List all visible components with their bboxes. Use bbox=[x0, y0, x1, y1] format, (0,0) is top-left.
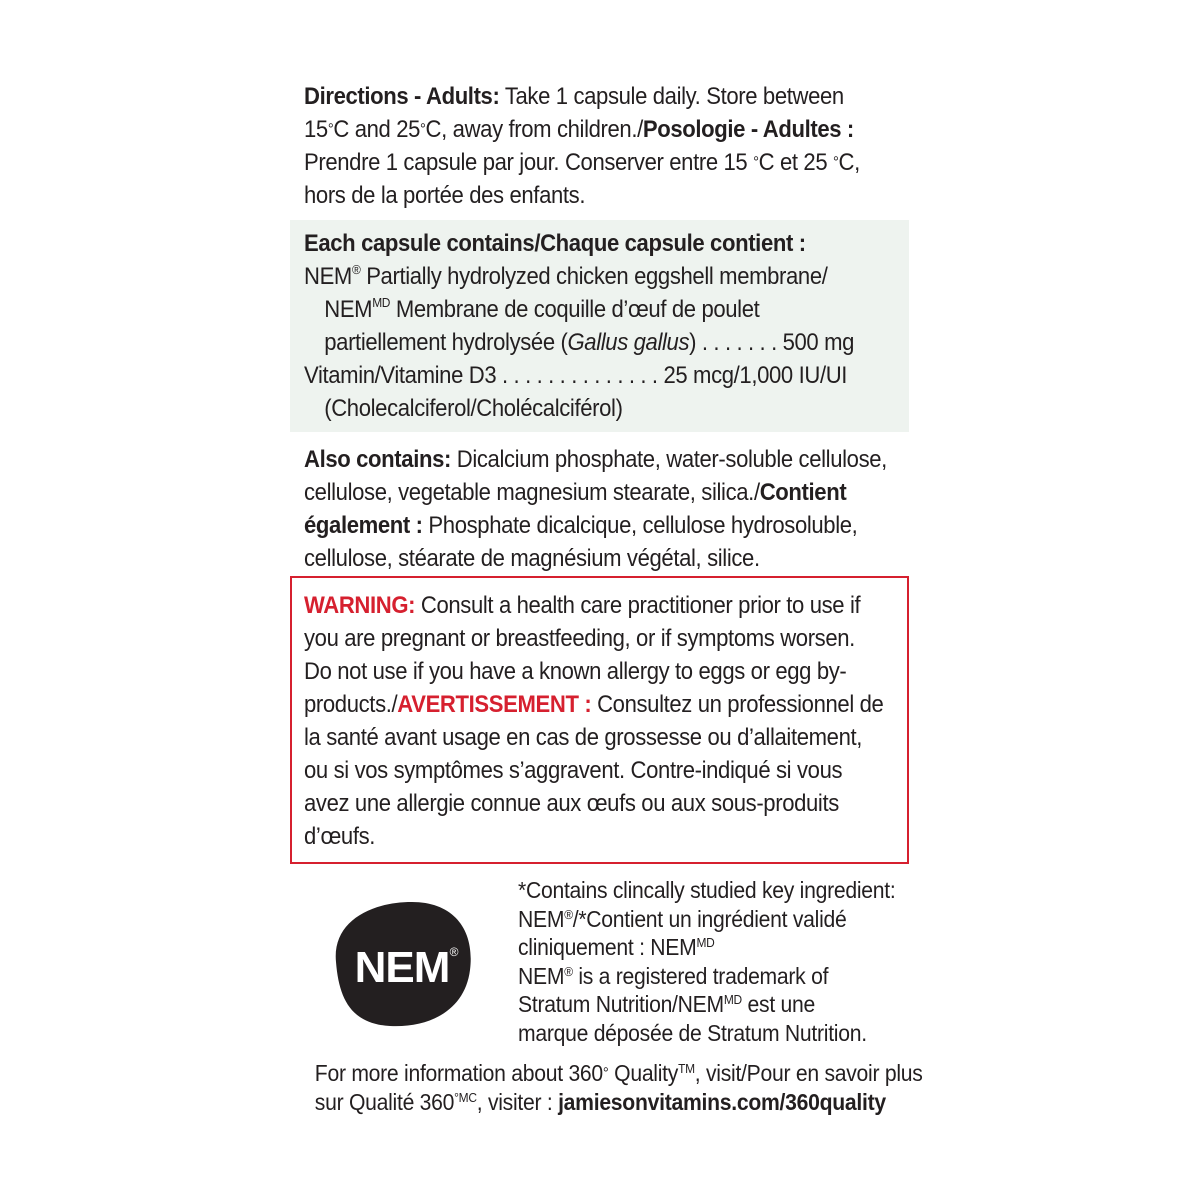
warning-line-6: ou si vos symptômes s’aggravent. Contre-indiqué si vous bbox=[304, 757, 843, 784]
footnote-line-3: cliniquement : $NEM^{MD}$ bbox=[518, 934, 715, 960]
directions-heading-fr: Posologie - Adultes : bbox=[642, 116, 854, 143]
footnote-line-5: Stratum Nutrition/$NEM^{MD}$ est une bbox=[518, 991, 816, 1017]
nem-logo-icon bbox=[330, 900, 475, 1030]
warning-line-7: avez une allergie connue aux œufs ou aux sous-produits bbox=[304, 790, 839, 817]
footnote-line-6: marque déposée de Stratum Nutrition. bbox=[518, 1019, 867, 1046]
ingredient-nem-line-2: $NEM^{MD}$ Membrane de coquille d’œuf de poulet bbox=[324, 295, 760, 323]
also-line-4: cellulose, stéarate de magnésium végétal, silice. bbox=[304, 545, 760, 572]
ingredient-vitamin-d3: Vitamin/Vitamine D3 . . . . . . . . . . . . . . 25 mcg/1,000 IU/UI bbox=[304, 362, 848, 389]
ingredient-nem-line-3: partiellement hydrolysée (Gallus gallus) . . . . . . . 500 mg bbox=[324, 329, 855, 356]
warning-line-8: d’œufs. bbox=[304, 823, 376, 850]
more-info-line-1: For more information about 360° Quality™, visit/Pour en savoir plus bbox=[314, 1060, 923, 1086]
warning-line-1: WARNING: Consult a health care practitioner prior to use if bbox=[304, 592, 861, 619]
more-info-line-2: sur Qualité $360^{^\circ MC}$, visiter : jamiesonvitamins.com/360quality bbox=[314, 1089, 886, 1115]
also-line-1: Also contains: Dicalcium phosphate, water-soluble cellulose, bbox=[304, 446, 887, 473]
more-info-section bbox=[290, 1059, 923, 1117]
directions-line-4: hors de la portée des enfants. bbox=[304, 182, 586, 209]
nem-footnote bbox=[518, 876, 896, 1047]
also-line-3: également : Phosphate dicalcique, cellulose hydrosoluble, bbox=[304, 512, 858, 539]
ingredients-section bbox=[304, 227, 855, 425]
warning-heading-en: WARNING: bbox=[304, 592, 416, 619]
nem-logo-reg: ® bbox=[449, 945, 459, 959]
directions-line-2: 15°C and 25°C, away from children./Posologie - Adultes : bbox=[304, 116, 854, 143]
warning-line-2: you are pregnant or breastfeeding, or if symptoms worsen. bbox=[304, 625, 855, 652]
nem-logo-text: NEM bbox=[354, 943, 450, 992]
directions-line-1: Directions - Adults: Take 1 capsule daily. Store between bbox=[304, 83, 844, 110]
footnote-line-4: NEM® is a registered trademark of bbox=[518, 962, 829, 989]
footnote-line-2: NEM®/*Contient un ingrédient validé bbox=[518, 905, 847, 932]
ingredient-vitamin-d3-source: (Cholecalciferol/Cholécalciférol) bbox=[324, 395, 623, 422]
warning-line-4: products./AVERTISSEMENT : Consultez un professionnel de bbox=[304, 691, 884, 718]
product-label bbox=[290, 0, 923, 1200]
warning-heading-fr: AVERTISSEMENT : bbox=[397, 691, 592, 718]
warning-line-5: la santé avant usage en cas de grossesse ou d’allaitement, bbox=[304, 724, 863, 751]
ingredients-heading: Each capsule contains/Chaque capsule contient : bbox=[304, 230, 806, 257]
warning-section bbox=[304, 589, 884, 853]
directions-line-3: Prendre 1 capsule par jour. Conserver entre 15 °C et 25 °C, bbox=[304, 149, 860, 176]
ingredient-nem-line-1: NEM® Partially hydrolyzed chicken eggshell membrane/ bbox=[304, 262, 828, 290]
directions-section bbox=[304, 80, 860, 212]
directions-heading-en: Directions - Adults: bbox=[304, 83, 500, 110]
footnote-line-1: *Contains clincally studied key ingredient: bbox=[518, 877, 896, 903]
warning-line-3: Do not use if you have a known allergy to eggs or egg by- bbox=[304, 658, 847, 685]
also-line-2: cellulose, vegetable magnesium stearate, silica./Contient bbox=[304, 479, 847, 506]
also-contains-section bbox=[304, 443, 887, 575]
quality-url-link[interactable]: jamiesonvitamins.com/360quality bbox=[558, 1089, 886, 1115]
